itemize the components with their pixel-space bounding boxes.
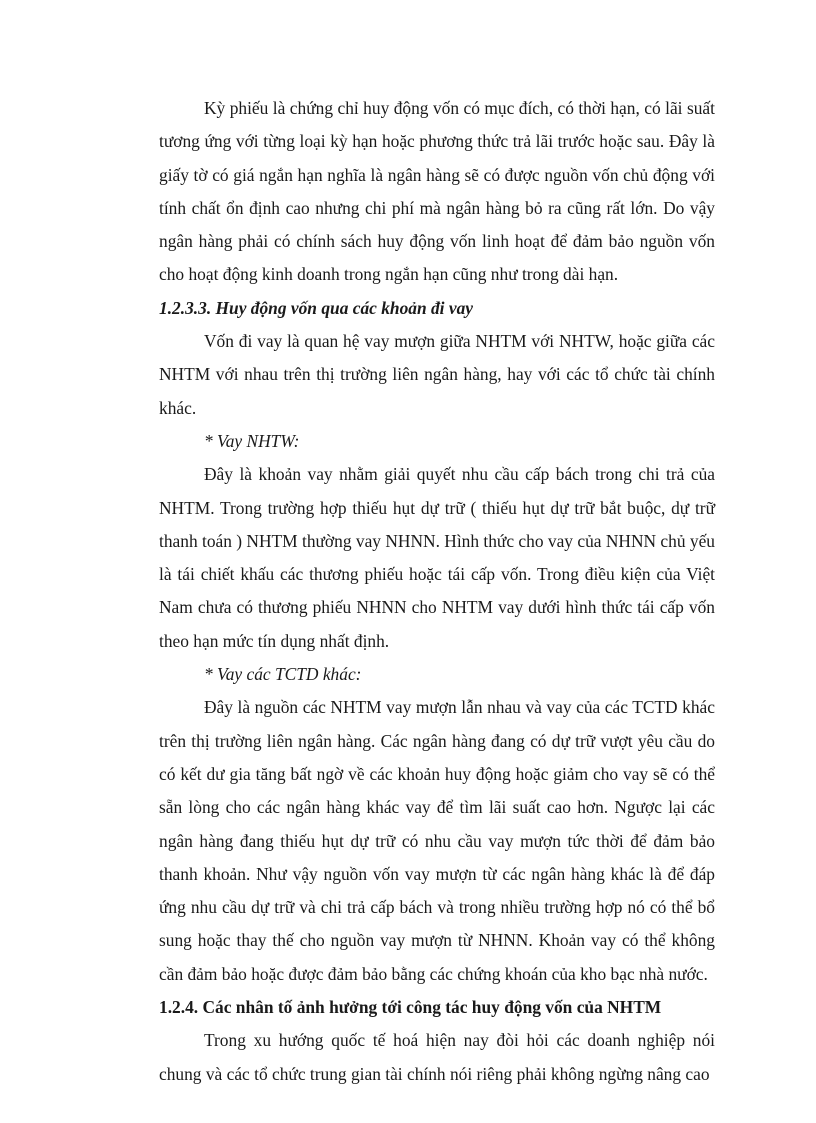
- paragraph-ky-phieu: Kỳ phiếu là chứng chỉ huy động vốn có mục đích, có thời hạn, có lãi suất tương ứng với từng loại kỳ hạn hoặc phương thức trả lãi trước hoặc sau. Đây là giấy tờ có giá ngắn hạn nghĩa là ngân hàng sẽ có được nguồn vốn chủ động với tính chất ổn định cao nhưng chi phí mà ngân hàng bỏ ra cũng rất lớn. Do vậy ngân hàng phải có chính sách huy động vốn linh hoạt để đảm bảo nguồn vốn cho hoạt động kinh doanh trong ngắn hạn cũng như trong dài hạn.: [159, 98, 715, 285]
- paragraph-vay-tctd: Đây là nguồn các NHTM vay mượn lẫn nhau và vay của các TCTD khác trên thị trường liên ngân hàng. Các ngân hàng đang có dự trữ vượt yêu cầu do có kết dư gia tăng bất ngờ về các khoản huy động hoặc giảm cho vay sẽ có thể sẵn lòng cho các ngân hàng khác vay để tìm lãi suất cao hơn. Ngược lại các ngân hàng đang thiếu hụt dự trữ có nhu cầu vay mượn tức thời để đảm bảo thanh khoản. Như vậy nguồn vốn vay mượn từ các ngân hàng khác là để đáp ứng nhu cầu dự trữ và chi trả cấp bách và trong nhiều trường hợp nó có thể bổ sung hoặc thay thế cho nguồn vay mượn từ NHNN. Khoản vay có thể không cần đảm bảo hoặc được đảm bảo bằng các chứng khoán của kho bạc nhà nước.: [159, 697, 715, 984]
- subheading-vay-tctd: * Vay các TCTD khác:: [204, 664, 362, 685]
- document-page: [159, 92, 715, 1091]
- section-heading-1-2-3-3: 1.2.3.3. Huy động vốn qua các khoản đi vay: [159, 297, 473, 318]
- paragraph-vay-nhtw: Đây là khoản vay nhằm giải quyết nhu cầu cấp bách trong chi trả của NHTM. Trong trường hợp thiếu hụt dự trữ ( thiếu hụt dự trữ bắt buộc, dự trữ thanh toán ) NHTM thường vay NHNN. Hình thức cho vay của NHNN chủ yếu là tái chiết khấu các thương phiếu hoặc tái cấp vốn. Trong điều kiện của Việt Nam chưa có thương phiếu NHNN cho NHTM vay dưới hình thức tái cấp vốn theo hạn mức tín dụng nhất định.: [159, 464, 715, 651]
- paragraph-von-di-vay: Vốn đi vay là quan hệ vay mượn giữa NHTM với NHTW, hoặc giữa các NHTM với nhau trên thị trường liên ngân hàng, hay với các tổ chức tài chính khác.: [159, 331, 715, 418]
- subheading-vay-nhtw: * Vay NHTW:: [204, 430, 300, 451]
- section-heading-1-2-4: 1.2.4. Các nhân tố ảnh hưởng tới công tác huy động vốn của NHTM: [159, 997, 662, 1018]
- paragraph-xu-huong: Trong xu hướng quốc tế hoá hiện nay đòi hỏi các doanh nghiệp nói chung và các tổ chức trung gian tài chính nói riêng phải không ngừng nâng cao: [159, 1030, 715, 1084]
